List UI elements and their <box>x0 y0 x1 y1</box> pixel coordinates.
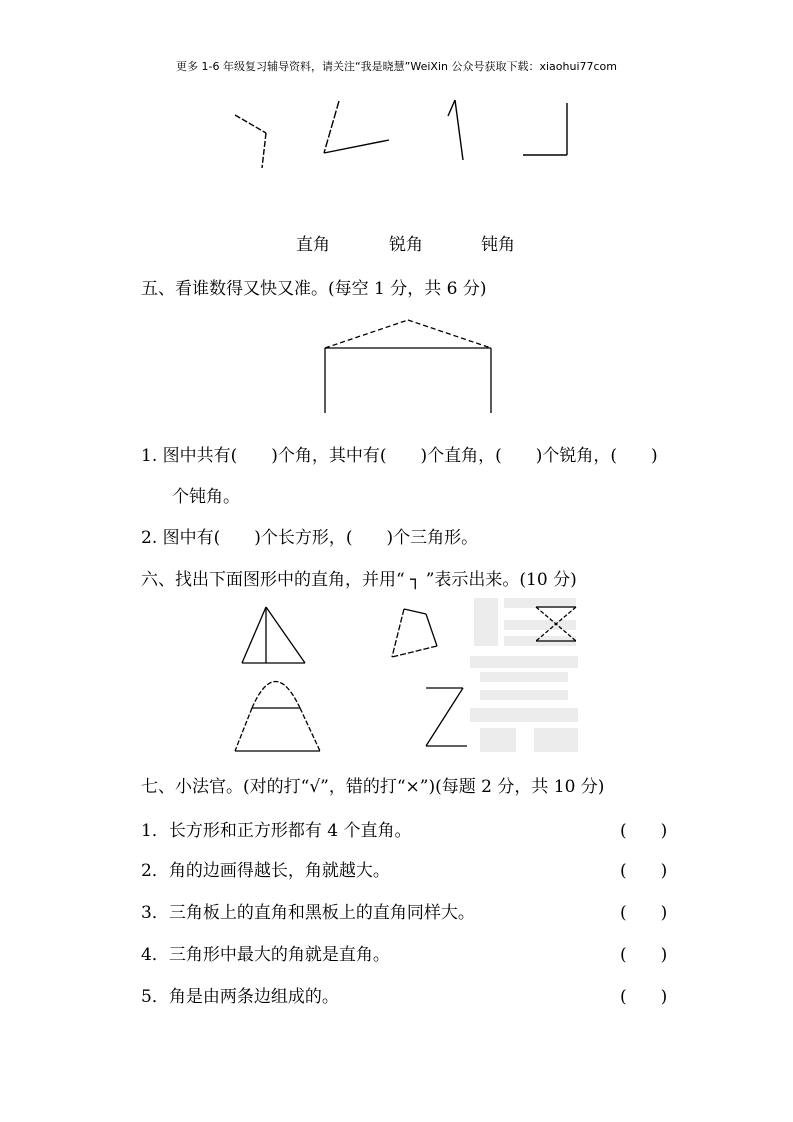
judge-item-1: 1．长方形和正方形都有 4 个直角。 <box>141 821 412 841</box>
quadrilateral <box>392 609 437 657</box>
judge-answer-blank-3[interactable]: ( ) <box>620 903 668 923</box>
section-5-title: 五、看谁数得又快又准。(每空 1 分，共 6 分) <box>141 279 487 299</box>
z-shape <box>426 688 467 746</box>
judge-answer-blank-5[interactable]: ( ) <box>620 987 668 1007</box>
section-5-q2: 2. 图中有( )个长方形，( )个三角形。 <box>141 528 479 548</box>
judge-answer-blank-2[interactable]: ( ) <box>620 861 668 881</box>
hourglass-box <box>536 607 576 641</box>
judge-item-3: 3．三角板上的直角和黑板上的直角同样大。 <box>141 903 475 923</box>
arch-trapezoid <box>235 682 320 752</box>
page-header: 更多 1-6 年级复习辅导资料，请关注“我是晓慧”WeiXin 公众号获取下载：xiaohui77com <box>176 60 617 73</box>
section-5-q1-line2: 个钝角。 <box>172 487 240 507</box>
angle-label-obtuse: 钝角 <box>481 235 515 255</box>
section-7-title: 七、小法官。(对的打“√”，错的打“×”)(每题 2 分，共 10 分) <box>141 777 605 797</box>
angle-label-right: 直角 <box>296 235 330 255</box>
section-6-title: 六、找出下面图形中的直角，并用“ ┐ ”表示出来。(10 分) <box>141 570 577 590</box>
section-5-q1-line1: 1. 图中共有( )个角，其中有( )个直角，( )个锐角，( ) <box>141 446 658 466</box>
judge-answer-blank-1[interactable]: ( ) <box>620 821 668 841</box>
angle-label-acute: 锐角 <box>389 235 423 255</box>
judge-answer-blank-4[interactable]: ( ) <box>620 945 668 965</box>
judge-item-2: 2．角的边画得越长，角就越大。 <box>141 861 390 881</box>
judge-item-5: 5．角是由两条边组成的。 <box>141 987 339 1007</box>
triangle-with-altitude <box>242 607 305 663</box>
judge-item-4: 4．三角形中最大的角就是直角。 <box>141 945 390 965</box>
